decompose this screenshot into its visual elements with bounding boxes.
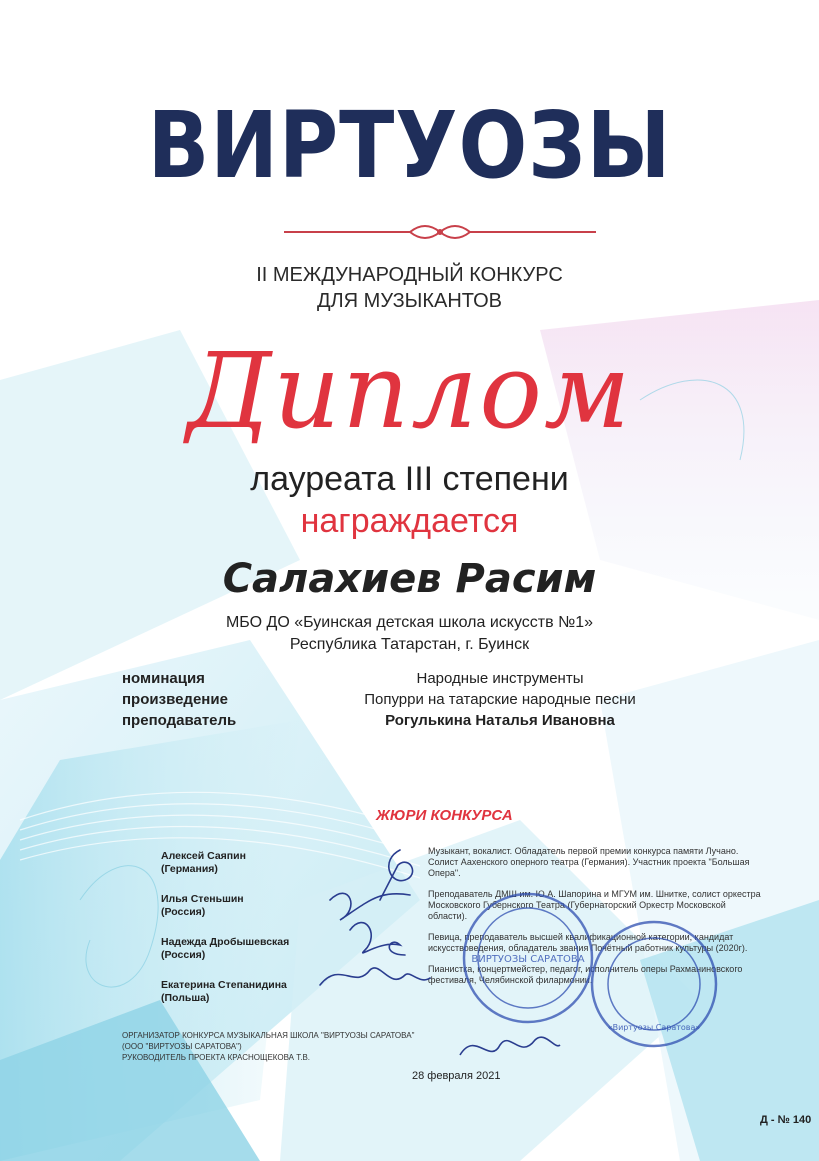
contest-title: ВИРТУОЗЫ (147, 92, 672, 199)
jury-description: Пианистка, концертмейстер, педагог, исполнитель оперы Рахманиновского фестиваля, Челябинской филармонии. (428, 964, 743, 985)
svg-text:ВИРТУОЗЫ САРАТОВА: ВИРТУОЗЫ САРАТОВА (471, 954, 585, 965)
organizer-line: РУКОВОДИТЕЛЬ ПРОЕКТА КРАСНОЩЕКОВА Т.В. (122, 1053, 311, 1062)
title-ornament (280, 222, 600, 242)
teacher-label: преподаватель (122, 712, 237, 729)
jury-member (161, 979, 289, 1005)
contest-subtitle-line2: ДЛЯ МУЗЫКАНТОВ (316, 290, 503, 312)
organizer-line: (ООО "ВИРТУОЗЫ САРАТОВА") (122, 1042, 242, 1051)
jury-signatures (310, 840, 450, 1000)
jury-description: Певица, преподаватель высшей квалификационной категории, кандидат искусствоведения, обладатель звания Почётный работник культуры (2020г). (428, 932, 748, 953)
diploma-number: Д - № 140 (760, 1114, 812, 1126)
jury-member-name: Алексей Саяпин (161, 850, 246, 862)
diploma-degree: лауреата III степени (250, 460, 569, 498)
jury-member (161, 893, 289, 919)
nomination-label: номинация (122, 670, 205, 687)
jury-member (161, 850, 289, 876)
jury-title: ЖЮРИ КОНКУРСА (376, 807, 513, 824)
jury-list (161, 850, 289, 1022)
nomination-value: Народные инструменты (416, 670, 584, 687)
jury-member-name: Екатерина Степанидина (161, 979, 287, 991)
contest-subtitle-line1: II МЕЖДУНАРОДНЫЙ КОНКУРС (256, 264, 563, 286)
svg-text:«Виртуозы Саратова»: «Виртуозы Саратова» (607, 1023, 701, 1032)
awardee-name: Салахиев Расим (222, 556, 597, 602)
organizer-info (122, 1030, 414, 1063)
organization-stamp-right (588, 918, 720, 1050)
details-values (270, 668, 730, 731)
jury-member-country: (Германия) (161, 863, 218, 875)
piece-value: Попурри на татарские народные песни (364, 691, 636, 708)
award-date: 28 февраля 2021 (412, 1070, 501, 1082)
awarded-label: награждается (300, 502, 519, 540)
jury-description: Музыкант, вокалист. Обладатель первой премии конкурса памяти Лучано. Солист Аахенского оперного театра (Германия). Участник проекта "Большая Опера". (428, 846, 750, 878)
piece-label: произведение (122, 691, 228, 708)
jury-member-country: (Польша) (161, 992, 210, 1004)
awardee-region: Республика Татарстан, г. Буинск (289, 636, 530, 653)
jury-member-name: Илья Стеньшин (161, 893, 244, 905)
details-labels (122, 668, 236, 731)
jury-member (161, 936, 289, 962)
jury-description: Преподаватель ДМШ им. Ю.А. Шапорина и МГУМ им. Шнитке, солист оркестра Московского Губернского Театра (Губернаторский Оркестр Московской области). (428, 889, 761, 921)
awardee-school: МБО ДО «Буинская детская школа искусств №1» (225, 614, 594, 631)
teacher-value: Рогулькина Наталья Ивановна (385, 712, 615, 729)
jury-member-country: (Россия) (161, 906, 206, 918)
jury-member-name: Надежда Дробышевская (161, 936, 290, 948)
organization-stamp-left (458, 888, 598, 1028)
jury-member-country: (Россия) (161, 949, 206, 961)
diploma-heading: Диплом (186, 330, 633, 452)
organizer-line: ОРГАНИЗАТОР КОНКУРСА МУЗЫКАЛЬНАЯ ШКОЛА "ВИРТУОЗЫ САРАТОВА" (122, 1031, 415, 1040)
